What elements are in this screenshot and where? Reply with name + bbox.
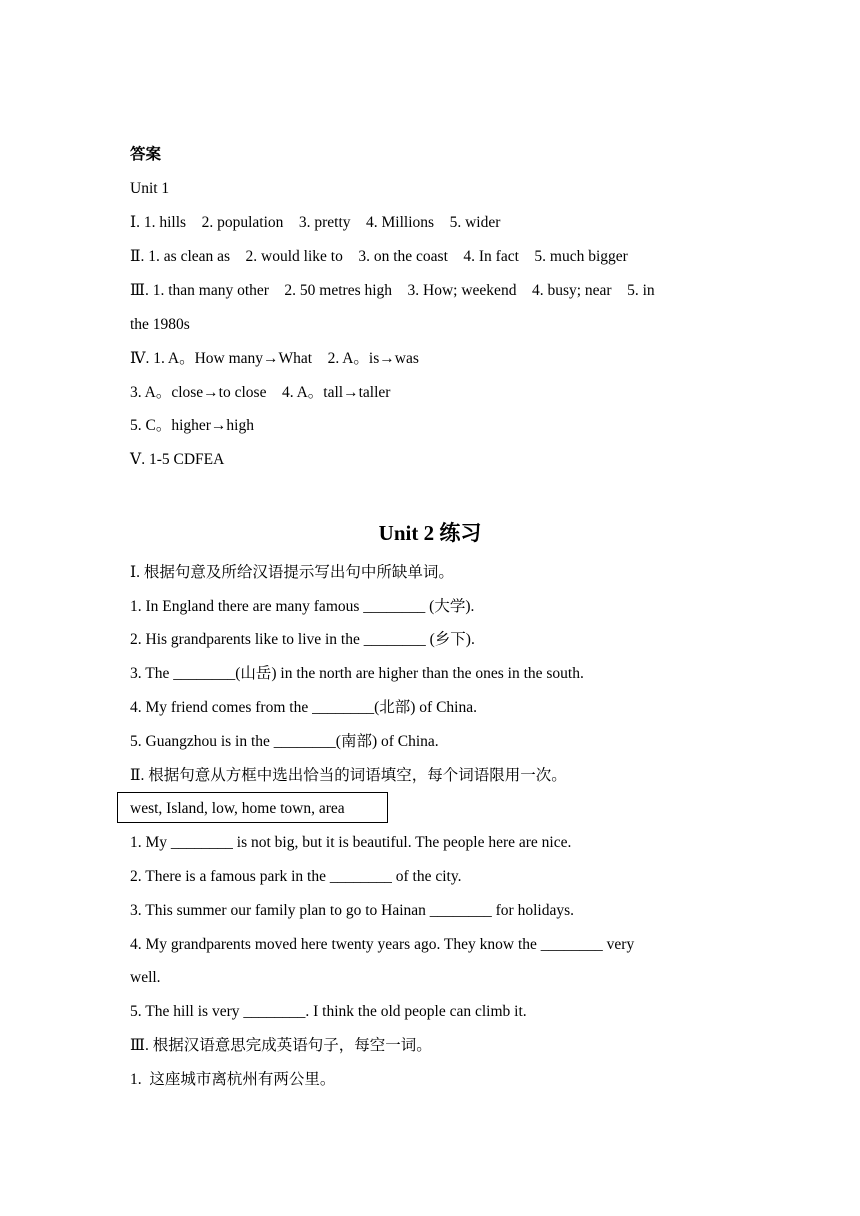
- question-item: 2. His grandparents like to live in the ________ (乡下).: [130, 631, 475, 648]
- question-item-continuation: well.: [130, 969, 161, 986]
- question-item: 1. 这座城市离杭州有两公里。: [130, 1071, 336, 1088]
- answer-line: 3. A。close→to close 4. A。tall→taller: [130, 384, 391, 401]
- question-item: 2. There is a famous park in the ________ of the city.: [130, 868, 462, 885]
- unit2-title: Unit 2 练习: [378, 521, 482, 545]
- question-item: 5. The hill is very ________. I think the old people can climb it.: [130, 1003, 527, 1020]
- section3-heading: Ⅲ. 根据汉语意思完成英语句子，每空一词。: [130, 1037, 432, 1054]
- question-item: 3. This summer our family plan to go to Hainan ________ for holidays.: [130, 902, 574, 919]
- answer-line: Ⅲ. 1. than many other 2. 50 metres high 3. How; weekend 4. busy; near 5. in: [130, 282, 655, 299]
- answers-unit-label: Unit 1: [130, 180, 170, 197]
- question-item: 1. My ________ is not big, but it is beautiful. The people here are nice.: [130, 834, 572, 851]
- section1-heading: Ⅰ. 根据句意及所给汉语提示写出句中所缺单词。: [130, 564, 454, 581]
- question-item: 1. In England there are many famous ________ (大学).: [130, 598, 475, 615]
- word-bank-text: west, Island, low, home town, area: [130, 800, 345, 817]
- question-item: 5. Guangzhou is in the ________(南部) of China.: [130, 733, 439, 750]
- question-item: 4. My friend comes from the ________(北部) of China.: [130, 699, 477, 716]
- answer-line: Ⅱ. 1. as clean as 2. would like to 3. on the coast 4. In fact 5. much bigger: [130, 248, 628, 265]
- answers-heading: 答案: [130, 146, 162, 163]
- answer-line: Ⅳ. 1. A。How many→What 2. A。is→was: [130, 350, 419, 367]
- question-item: 3. The ________(山岳) in the north are higher than the ones in the south.: [130, 665, 584, 682]
- word-bank-box: [117, 792, 388, 823]
- question-item: 4. My grandparents moved here twenty years ago. They know the ________ very: [130, 936, 635, 953]
- answer-line: Ⅰ. 1. hills 2. population 3. pretty 4. Millions 5. wider: [130, 214, 501, 231]
- answer-line: Ⅴ. 1-5 CDFEA: [130, 451, 225, 468]
- answer-line: the 1980s: [130, 316, 190, 333]
- answer-line: 5. C。higher→high: [130, 417, 254, 434]
- section2-heading: Ⅱ. 根据句意从方框中选出恰当的词语填空，每个词语限用一次。: [130, 767, 567, 784]
